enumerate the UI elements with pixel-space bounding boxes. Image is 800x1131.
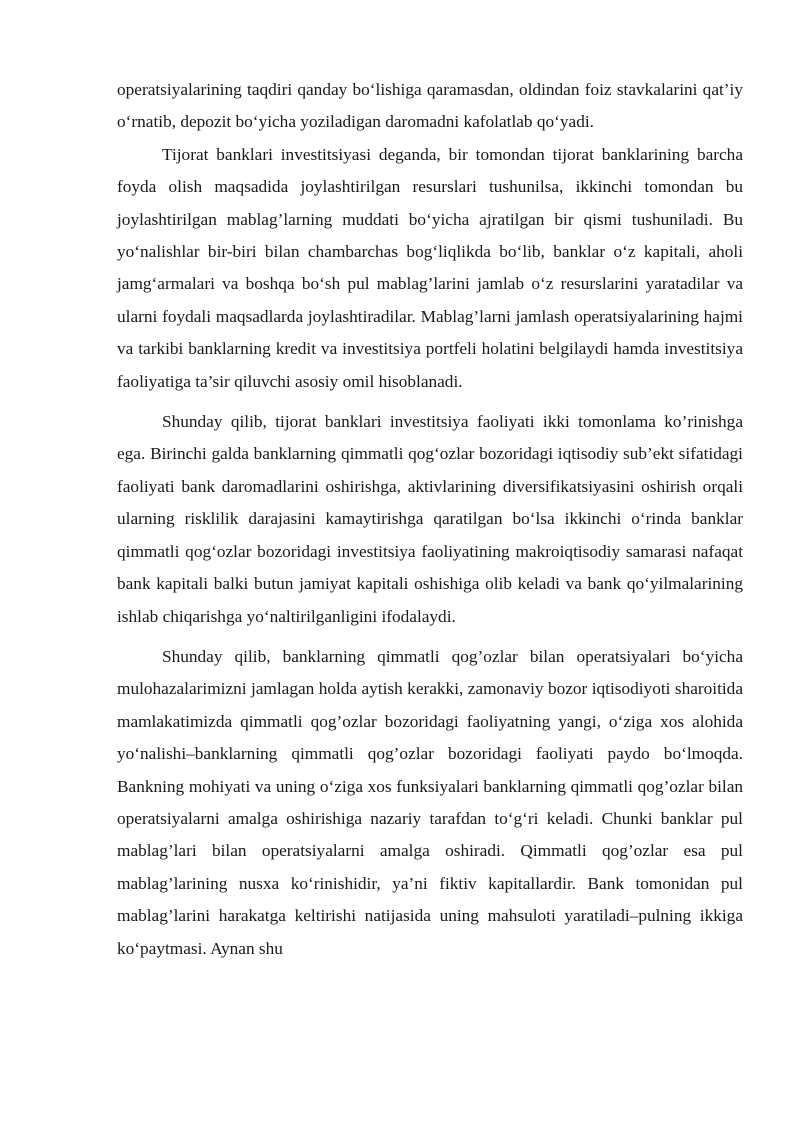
paragraph-two-sided-activity: Shunday qilib, tijorat banklari investitsiya faoliyati ikki tomonlama ko’rinishga ega. Birinchi galda banklarning qimmatli qog‘ozlar bozoridagi iqtisodiy sub’ekt sifatidagi faoliyati bank daromadlarini oshirishga, aktivlarining diversifikatsiyasini oshirish orqali ularning risklilik darajasini kamaytirishga qaratilgan bo‘lsa ikkinchi o‘rinda banklar qimmatli qog‘ozlar bozoridagi investitsiya faoliyatining makroiqtisodiy samarasi nafaqat bank kapitali balki butun jamiyat kapitali oshishiga olib keladi va bank qo‘yilmalarining ishlab chiqarishga yo‘naltirilganligini ifodalaydi. bbox=[117, 412, 743, 626]
paragraph-conclusion: Shunday qilib, banklarning qimmatli qog’ozlar bilan operatsiyalari bo‘yicha mulohazalarimizni jamlagan holda aytish kerakki, zamonaviy bozor iqtisodiyoti sharoitida mamlakatimizda qimmatli qog’ozlar bozoridagi faoliyatning yangi, o‘ziga xos alohida yo‘nalishi–banklarning qimmatli qog’ozlar bozoridagi faoliyati paydo bo‘lmoqda. Bankning mohiyati va uning o‘ziga xos funksiyalari banklarning qimmatli qog’ozlar bilan operatsiyalarni amalga oshirishiga nazariy tarafdan to‘g‘ri keladi. Chunki banklar pul mablag’lari bilan operatsiyalarni amalga oshiradi. Qimmatli qog’ozlar esa pul mablag’larining nusxa ko‘rinishidir, ya’ni fiktiv kapitallardir. Bank tomonidan pul mablag’larini harakatga keltirishi natijasida uning mahsuloti yaratiladi–pulning ikkiga ko‘paytmasi. Aynan shu bbox=[117, 646, 743, 958]
document-page bbox=[117, 74, 743, 965]
paragraph-investment-definition: Tijorat banklari investitsiyasi deganda, bir tomondan tijorat banklarining barcha foyda olish maqsadida joylashtirilgan resurslari tushunilsa, ikkinchi tomondan bu joylashtirilgan mablag’larning muddati bo‘yicha ajratilgan bir qismi tushuniladi. Bu yo‘nalishlar bir-biri bilan chambarchas bog‘liqlikda bo‘lib, banklar o‘z kapitali, aholi jamg‘armalari va boshqa bo‘sh pul mablag’larini jamlab o‘z resurslarini yaratadilar va ularni foydali maqsadlarda joylashtiradilar. Mablag’larni jamlash operatsiyalarining hajmi va tarkibi banklarning kredit va investitsiya portfeli holatini belgilaydi hamda investitsiya faoliyatiga ta’sir qiluvchi asosiy omil hisoblanadi. bbox=[117, 144, 743, 391]
paragraph-continuation: operatsiyalarining taqdiri qanday bo‘lishiga qaramasdan, oldindan foiz stavkalarini qat’iy o‘rnatib, depozit bo‘yicha yoziladigan daromadni kafolatlab qo‘yadi. bbox=[117, 80, 743, 132]
